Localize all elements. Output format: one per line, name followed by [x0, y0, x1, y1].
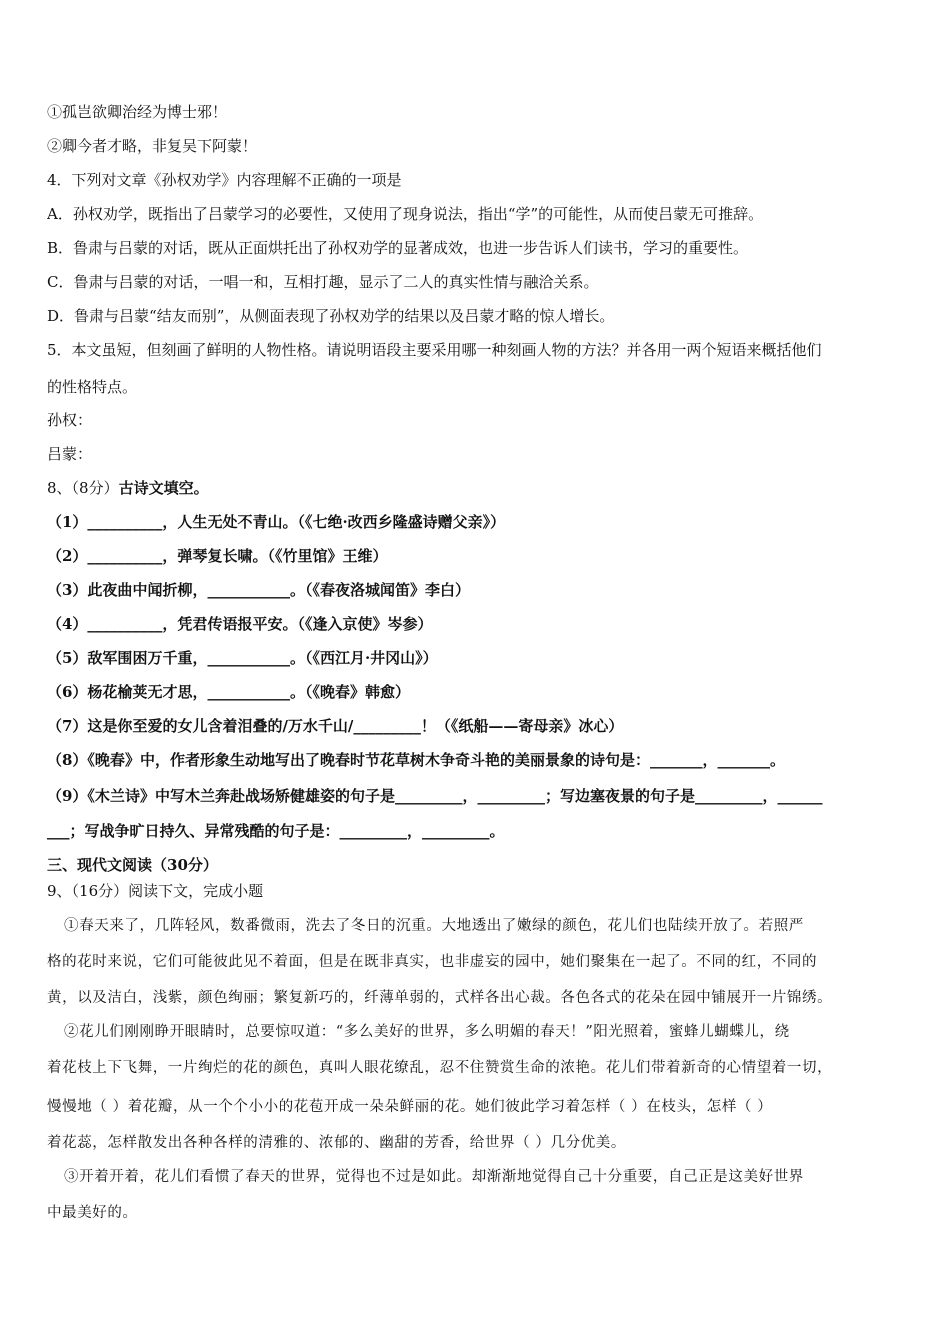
fill-blank-item: （1）__________，人生无处不青山。（《七绝·改西乡隆盛诗赠父亲》） — [47, 513, 506, 531]
fill-blank-item: （4）__________，凭君传语报平安。（《逢入京使》岑参） — [47, 615, 433, 633]
text-line: ②卿今者才略，非复吴下阿蒙！ — [47, 137, 258, 155]
answer-label-sun-quan: 孙权： — [47, 411, 93, 429]
question-4-option-b: B．鲁肃与吕蒙的对话，既从正面烘托出了孙权劝学的显著成效，也进一步告诉人们读书，学习的重要性。 — [47, 239, 749, 257]
fill-blank-item: （7）这是你至爱的女儿含着泪叠的/万水千山/_________！（《纸船——寄母亲》冰心） — [47, 717, 624, 735]
question-8-header — [47, 478, 910, 498]
passage-line: ②花儿们刚刚睁开眼睛时，总要惊叹道：“多么美好的世界，多么明媚的春天！”阳光照着，蜜蜂儿蝴蝶儿，绕 — [64, 1024, 790, 1040]
question-4-option-d: D．鲁肃与吕蒙“结友而别”，从侧面表现了孙权劝学的结果以及吕蒙才略的惊人增长。 — [47, 307, 615, 325]
answer-label-lv-meng: 吕蒙： — [47, 445, 93, 463]
text-line: ①孤岂欲卿治经为博士邪！ — [47, 103, 228, 121]
passage-line: 格的花时来说，它们可能彼此见不着面，但是在既非真实，也非虚妄的园中，她们聚集在一起了。不同的红，不同的 — [47, 954, 818, 970]
question-9-header: 9、（16分）阅读下文，完成小题 — [47, 882, 264, 900]
question-8-score: 8、（8分） — [47, 479, 119, 497]
question-5-stem-cont: 的性格特点。 — [47, 378, 138, 396]
question-4-stem: 4．下列对文章《孙权劝学》内容理解不正确的一项是 — [47, 171, 402, 189]
fill-blank-item: （8）《晚春》中，作者形象生动地写出了晚春时节花草树木争奇斗艳的美丽景象的诗句是：_______，_______。 — [47, 751, 785, 769]
passage-line: 着花蕊，怎样散发出各种各样的清雅的、浓郁的、幽甜的芳香，给世界（ ）几分优美。 — [47, 1135, 627, 1151]
passage-line: ①春天来了，几阵轻风，数番微雨，洗去了冬日的沉重。大地透出了嫩绿的颜色，花儿们也陆续开放了。若照严 — [64, 918, 804, 934]
question-5-stem: 5．本文虽短，但刻画了鲜明的人物性格。请说明语段主要采用哪一种刻画人物的方法？并各用一两个短语来概括他们 — [47, 341, 822, 359]
question-4-option-a: A．孙权劝学，既指出了吕蒙学习的必要性，又使用了现身说法，指出“学”的可能性，从而使吕蒙无可推辞。 — [47, 205, 764, 223]
passage-line: 着花枝上下飞舞，一片绚烂的花的颜色，真叫人眼花缭乱，忍不住赞赏生命的浓艳。花儿们带着新奇的心情望着一切， — [47, 1060, 833, 1076]
question-8-title: 古诗文填空。 — [118, 479, 209, 497]
fill-blank-item-cont: ___；写战争旷日持久、异常残酷的句子是：_________，_________。 — [47, 822, 505, 840]
fill-blank-item: （6）杨花榆荚无才思，___________。（《晚春》韩愈） — [47, 683, 410, 701]
section-3-title: 三、现代文阅读（30分） — [47, 856, 218, 874]
fill-blank-item: （5）敌军围困万千重，___________。（《西江月·井冈山》） — [47, 649, 438, 667]
question-4-option-c: C．鲁肃与吕蒙的对话，一唱一和，互相打趣，显示了二人的真实性情与融洽关系。 — [47, 273, 599, 291]
fill-blank-item: （2）__________，弹琴复长啸。（《竹里馆》王维） — [47, 547, 388, 565]
passage-line: 黄，以及洁白，浅紫，颜色绚丽；繁复新巧的，纤薄单弱的，式样各出心裁。各色各式的花朵在园中铺展开一片锦绣。 — [47, 990, 833, 1006]
fill-blank-item: （9）《木兰诗》中写木兰奔赴战场矫健雄姿的句子是_________，_________；写边塞夜景的句子是_________，______ — [47, 787, 823, 805]
passage-line: 慢慢地（ ）着花瓣，从一个个小小的花苞开成一朵朵鲜丽的花。她们彼此学习着怎样（ ）在枝头，怎样（ ） — [47, 1099, 773, 1115]
fill-blank-item: （3）此夜曲中闻折柳，___________。（《春夜洛城闻笛》李白） — [47, 581, 470, 599]
passage-line: ③开着开着，花儿们看惯了春天的世界，觉得也不过是如此。却渐渐地觉得自己十分重要，自己正是这美好世界 — [64, 1169, 804, 1185]
passage-line: 中最美好的。 — [47, 1205, 138, 1221]
